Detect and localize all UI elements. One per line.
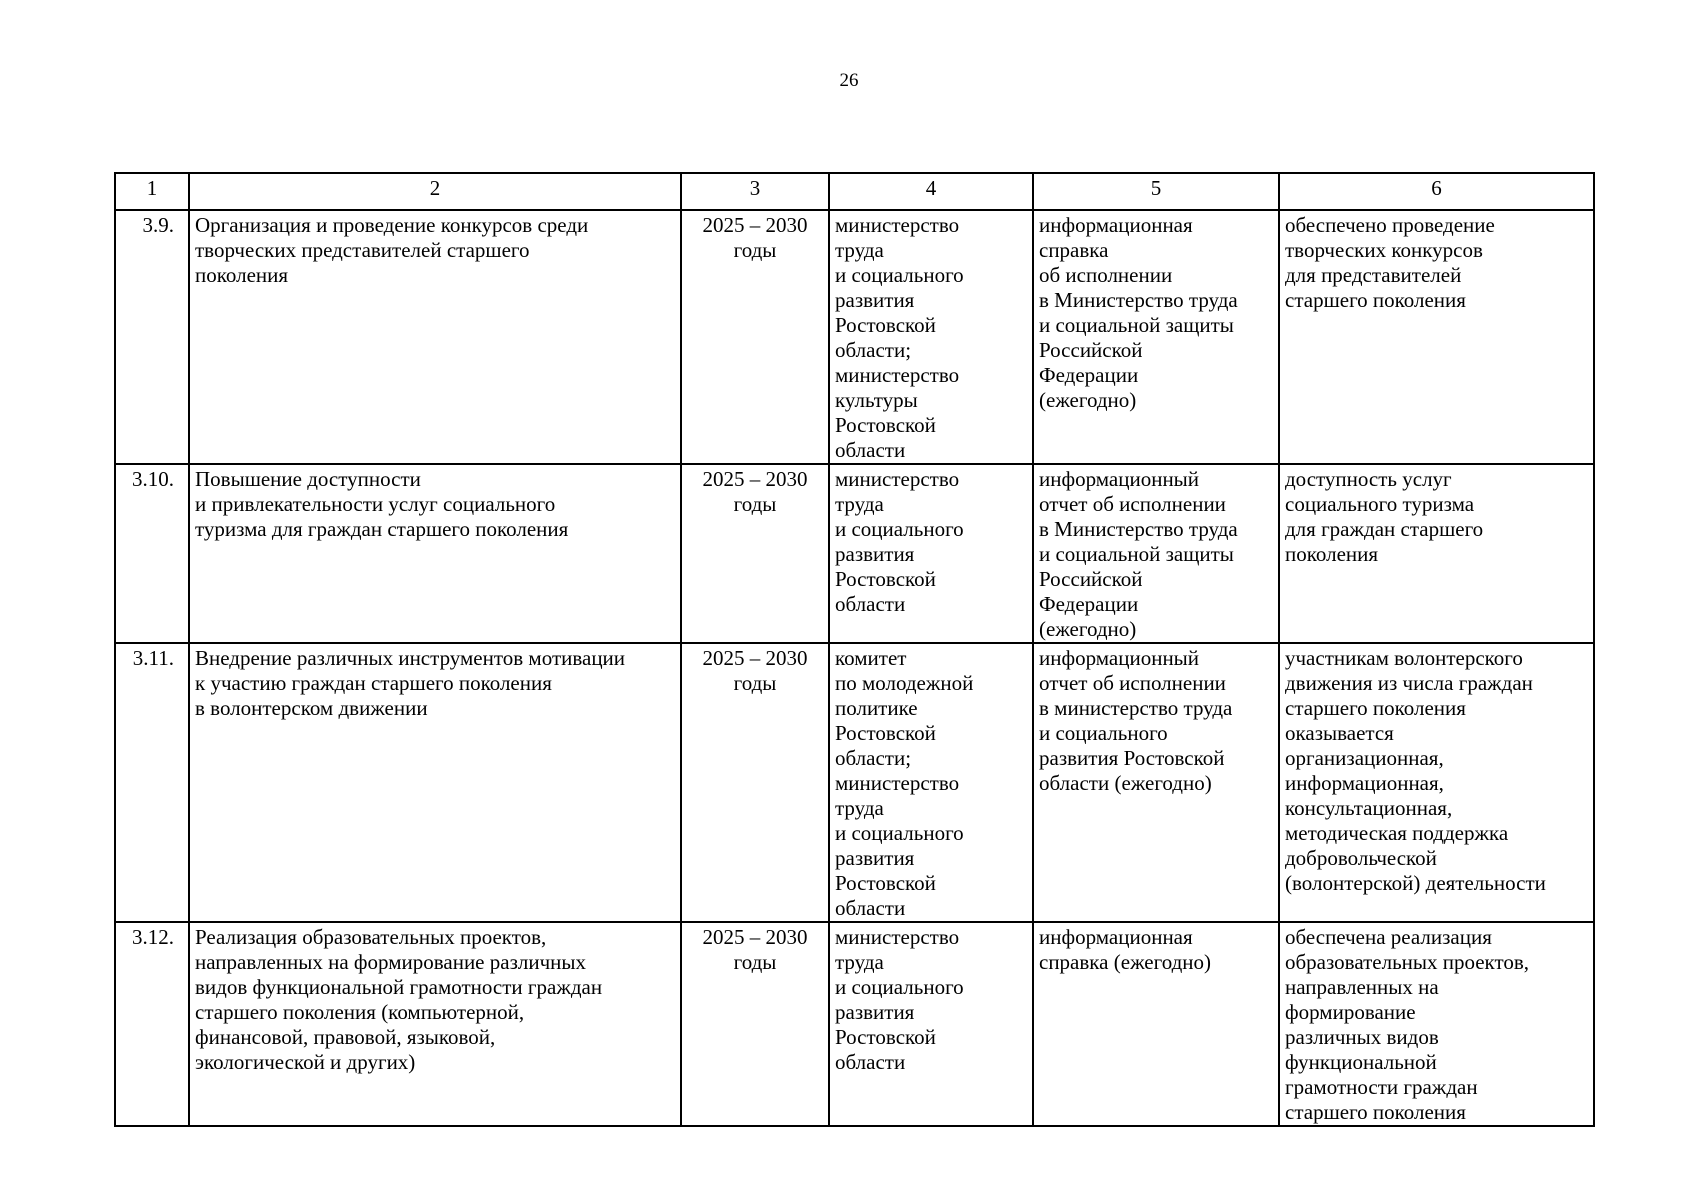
activity-cell: Реализация образовательных проектов, направленных на формирование различных видов функциональной грамотности граждан старшего поколения (компьютерной, финансовой, правовой, языковой, экологической и других) — [189, 922, 681, 1126]
years-cell: 2025 – 2030 годы — [681, 210, 829, 464]
report-cell: информационный отчет об исполнении в Министерство труда и социальной защиты Российской Федерации (ежегодно) — [1033, 464, 1279, 643]
result-cell: обеспечено проведение творческих конкурсов для представителей старшего поколения — [1279, 210, 1594, 464]
row-number: 3.11. — [115, 643, 189, 922]
page-number: 26 — [839, 70, 859, 91]
header-cell-2: 2 — [189, 173, 681, 210]
activity-cell: Повышение доступности и привлекательности услуг социального туризма для граждан старшего поколения — [189, 464, 681, 643]
result-cell: обеспечена реализация образовательных проектов, направленных на формирование различных видов функциональной грамотности граждан старшего поколения — [1279, 922, 1594, 1126]
activity-cell: Внедрение различных инструментов мотивации к участию граждан старшего поколения в волонтерском движении — [189, 643, 681, 922]
header-cell-1: 1 — [115, 173, 189, 210]
responsible-cell: министерство труда и социального развития Ростовской области — [829, 464, 1033, 643]
report-cell: информационная справка (ежегодно) — [1033, 922, 1279, 1126]
row-number: 3.10. — [115, 464, 189, 643]
table-row — [115, 643, 1594, 922]
header-cell-4: 4 — [829, 173, 1033, 210]
header-cell-3: 3 — [681, 173, 829, 210]
row-number: 3.9. — [115, 210, 189, 464]
responsible-cell: министерство труда и социального развития Ростовской области; министерство культуры Ростовской области — [829, 210, 1033, 464]
table-header-row — [115, 173, 1594, 210]
years-cell: 2025 – 2030 годы — [681, 643, 829, 922]
table-row — [115, 210, 1594, 464]
report-cell: информационный отчет об исполнении в министерство труда и социального развития Ростовской области (ежегодно) — [1033, 643, 1279, 922]
row-number: 3.12. — [115, 922, 189, 1126]
report-cell: информационная справка об исполнении в Министерство труда и социальной защиты Российской Федерации (ежегодно) — [1033, 210, 1279, 464]
years-cell: 2025 – 2030 годы — [681, 922, 829, 1126]
measures-table — [114, 172, 1595, 1127]
result-cell: доступность услуг социального туризма для граждан старшего поколения — [1279, 464, 1594, 643]
responsible-cell: комитет по молодежной политике Ростовской области; министерство труда и социального развития Ростовской области — [829, 643, 1033, 922]
result-cell: участникам волонтерского движения из числа граждан старшего поколения оказывается организационная, информационная, консультационная, методическая поддержка добровольческой (волонтерской) деятельности — [1279, 643, 1594, 922]
responsible-cell: министерство труда и социального развития Ростовской области — [829, 922, 1033, 1126]
table-row — [115, 922, 1594, 1126]
years-cell: 2025 – 2030 годы — [681, 464, 829, 643]
header-cell-5: 5 — [1033, 173, 1279, 210]
table-row — [115, 464, 1594, 643]
activity-cell: Организация и проведение конкурсов среди творческих представителей старшего поколения — [189, 210, 681, 464]
header-cell-6: 6 — [1279, 173, 1594, 210]
